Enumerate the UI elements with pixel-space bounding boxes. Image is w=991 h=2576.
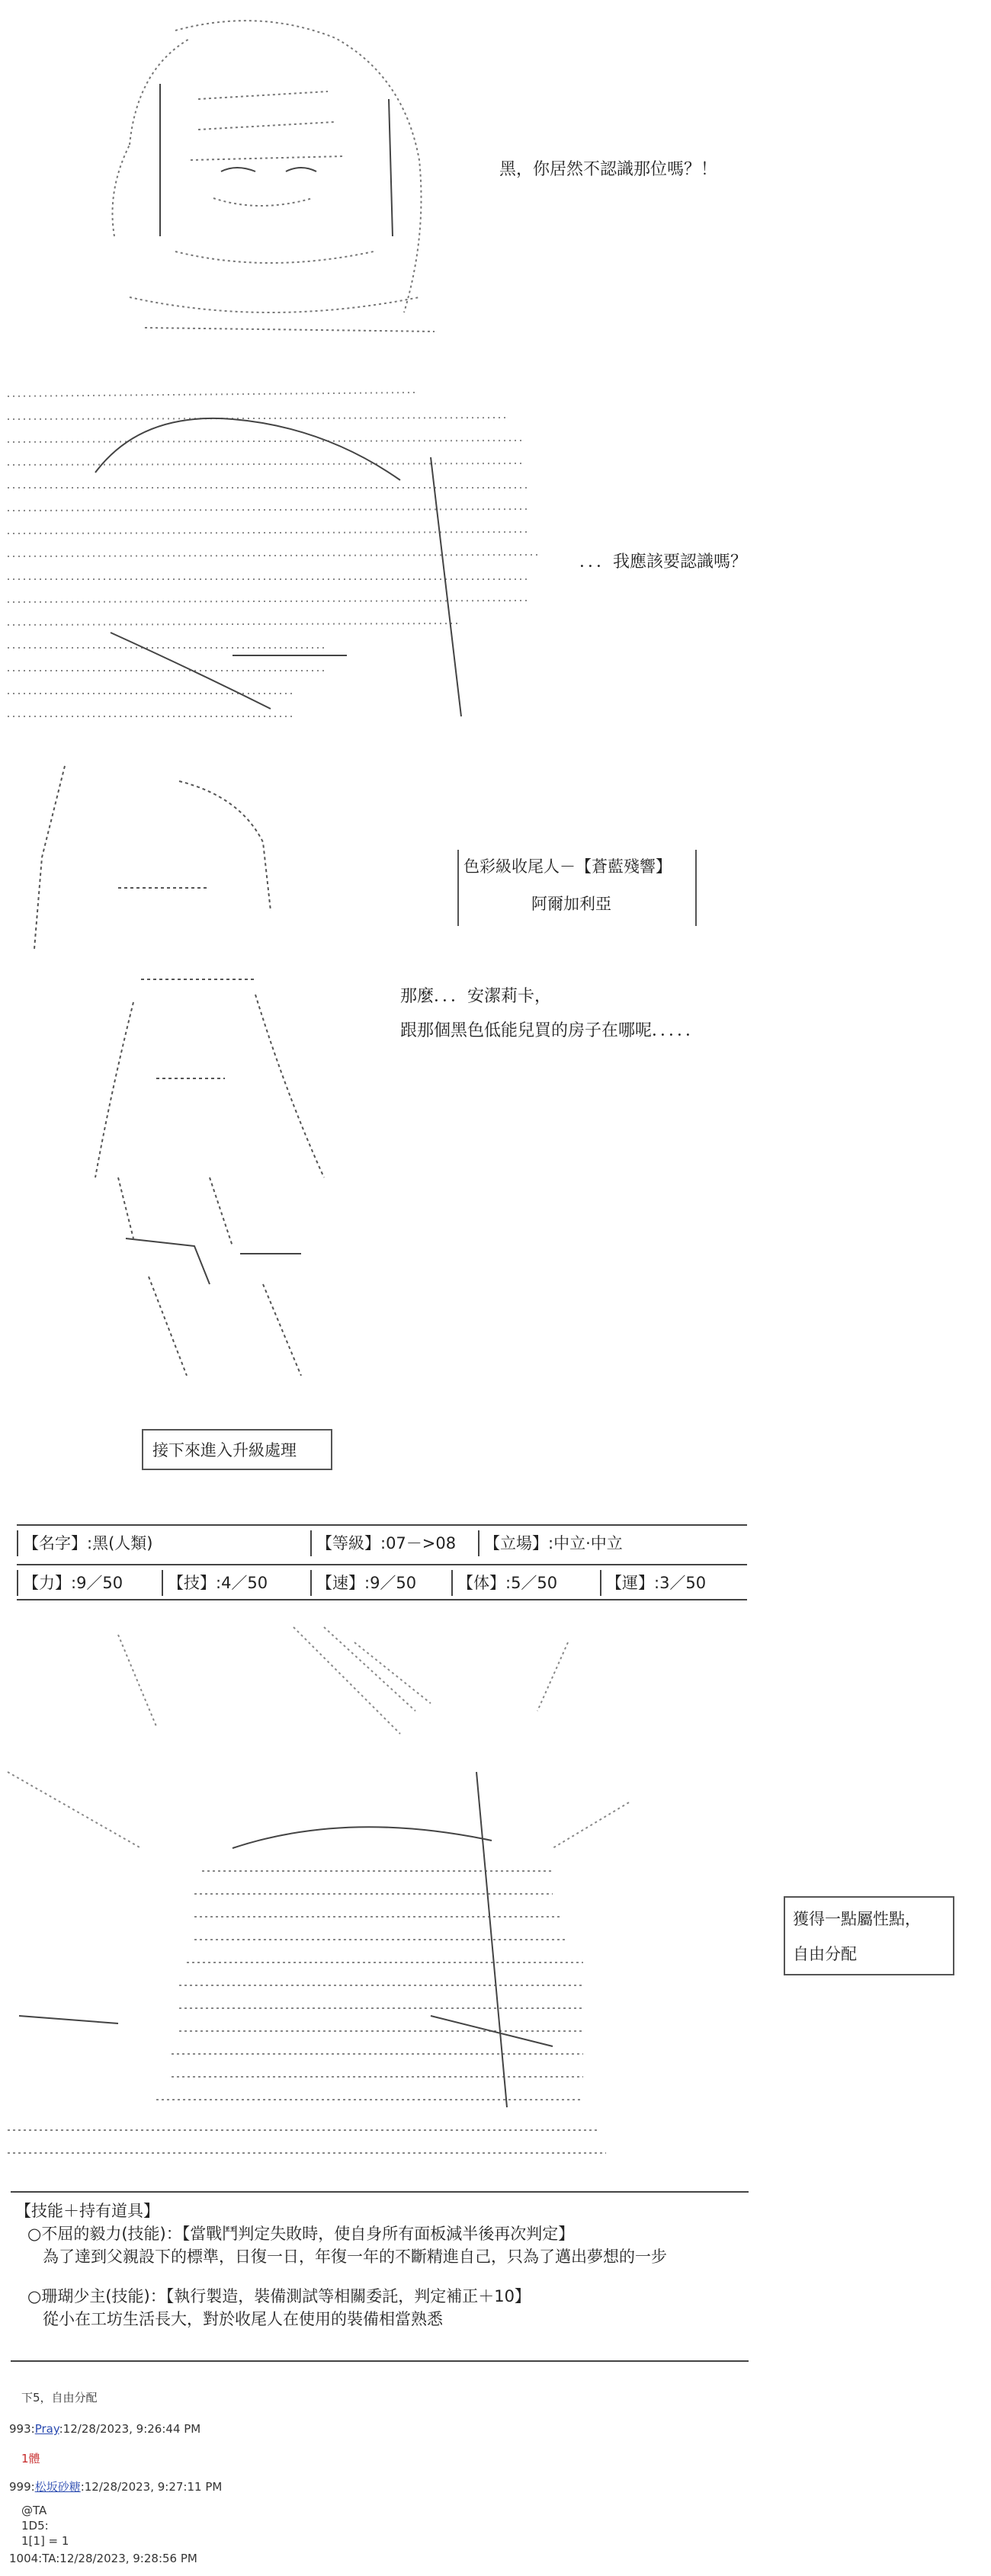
skill1-desc: 為了達到父親設下的標準，日復一日，年復一年的不斷精進自己，只為了邁出夢想的一步	[43, 2248, 667, 2266]
panel3-ascii-art	[11, 751, 396, 1383]
stat-stance: 【立場】:中立·中立	[478, 1530, 623, 1556]
post-999-number: 999:	[9, 2480, 35, 2494]
character-title-box	[457, 850, 697, 926]
skills-header: 【技能＋持有道具】	[15, 2202, 159, 2220]
skill2-title: ○珊瑚少主(技能)：【執行製造，裝備測試等相關委託，判定補正＋10】	[27, 2287, 531, 2305]
panel2-ascii-art	[4, 381, 537, 724]
panel1-ascii-art	[84, 8, 442, 343]
character-title: 色彩級收尾人－【蒼藍殘響】	[463, 857, 672, 876]
stat-tech: 【技】:4／50	[162, 1570, 268, 1596]
dice-roll-result: 1[1] = 1	[21, 2534, 69, 2548]
panel2-caption: ．．．我應該要認識嗎？	[579, 553, 748, 572]
panel3-caption-line1: 那麼．．．安潔莉卡，	[400, 987, 552, 1006]
stat-spd: 【速】:9／50	[310, 1570, 416, 1596]
upgrade-note: 接下來進入升級處理	[152, 1441, 297, 1459]
panel1-caption: 黑，你居然不認識那位嗎？！	[499, 160, 718, 179]
post-993-time: :12/28/2023, 9:26:44 PM	[59, 2422, 201, 2436]
post-993-number: 993:	[9, 2422, 35, 2436]
post-999-time: :12/28/2023, 9:27:11 PM	[80, 2480, 223, 2494]
upgrade-note-box	[142, 1429, 332, 1470]
stat-level: 【等級】:07－>08	[310, 1530, 456, 1556]
post-993-user[interactable]: Pray	[34, 2422, 59, 2436]
stats-row-1	[17, 1524, 747, 1559]
skill2-desc: 從小在工坊生活長大，對於收尾人在使用的裝備相當熟悉	[43, 2310, 443, 2328]
stats-row-2	[17, 1564, 747, 1600]
post-993	[9, 2422, 200, 2436]
attribute-point-box	[784, 1896, 954, 1975]
post-999	[9, 2478, 222, 2494]
attribute-line2: 自由分配	[793, 1945, 857, 1963]
post-993-body: 1體	[21, 2452, 40, 2465]
skills-section	[11, 2191, 749, 2362]
dice-roll-label: @TA	[21, 2504, 47, 2517]
post-999-user[interactable]: 松坂砂糖	[34, 2480, 81, 2494]
dice-roll-spec: 1D5:	[21, 2519, 49, 2533]
stat-body: 【体】:5／50	[451, 1570, 557, 1596]
panel4-ascii-art	[4, 1620, 637, 2161]
stat-luck: 【運】:3／50	[600, 1570, 706, 1596]
post-1004: 1004:TA:12/28/2023, 9:28:56 PM	[9, 2552, 197, 2565]
stat-name: 【名字】:黑(人類)	[17, 1530, 152, 1556]
footer-note: 下5，自由分配	[21, 2391, 98, 2405]
skill1-title: ○不屈的毅力(技能)：【當戰鬥判定失敗時，使自身所有面板減半後再次判定】	[27, 2225, 575, 2243]
stat-str: 【力】:9／50	[17, 1570, 123, 1596]
character-name: 阿爾加利亞	[531, 895, 611, 913]
panel3-caption-line2: 跟那個黑色低能兒買的房子在哪呢．．．．．	[400, 1021, 703, 1040]
attribute-line1: 獲得一點屬性點，	[793, 1910, 921, 1928]
